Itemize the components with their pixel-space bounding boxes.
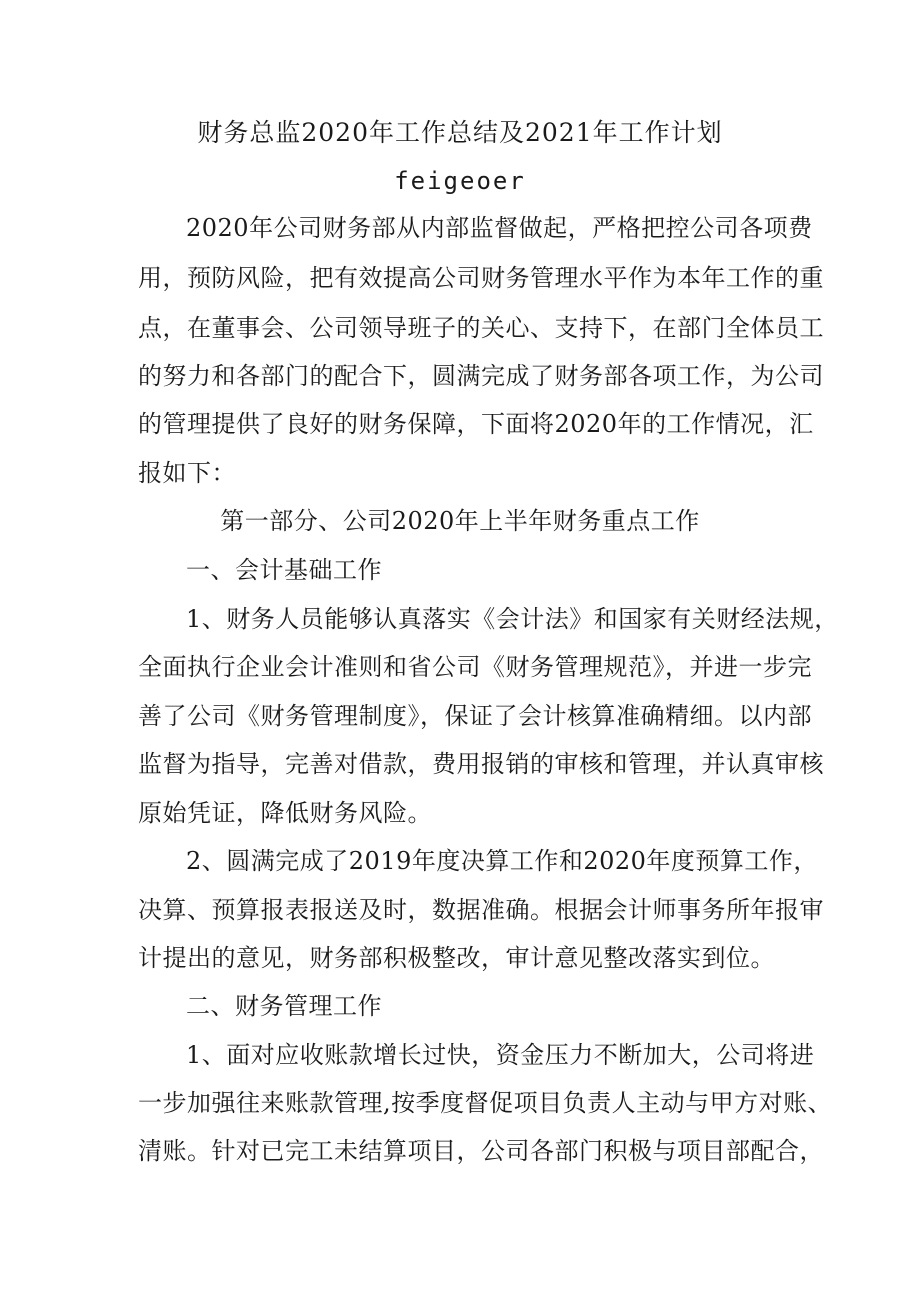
paragraph-line: 1、财务人员能够认真落实《会计法》和国家有关财经法规， (186, 605, 839, 633)
paragraph-line: 报如下： (138, 459, 236, 487)
section-heading: 二、财务管理工作 (186, 992, 382, 1020)
paragraph-line: 全面执行企业会计准则和省公司《财务管理规范》，并进一步完 (138, 653, 812, 681)
part-heading: 第一部分、公司2020年上半年财务重点工作 (220, 507, 700, 535)
document-title: 财务总监2020年工作总结及2021年工作计划 (197, 118, 723, 147)
paragraph-line: 2020年公司财务部从内部监督做起，严格把控公司各项费 (186, 214, 813, 242)
paragraph-line: 善了公司《财务管理制度》，保证了会计核算准确精细。以内部 (138, 702, 812, 730)
document-author: feigeoer (394, 167, 526, 195)
paragraph-line: 的努力和各部门的配合下，圆满完成了财务部各项工作，为公司 (138, 362, 824, 390)
paragraph-line: 清账。针对已完工未结算项目，公司各部门积极与项目部配合， (138, 1137, 824, 1165)
paragraph-line: 1、面对应收账款增长过快，资金压力不断加大，公司将进 (186, 1041, 815, 1069)
paragraph-line: 监督为指导，完善对借款，费用报销的审核和管理，并认真审核 (138, 750, 824, 778)
paragraph-line: 决算、预算报表报送及时，数据准确。根据会计师事务所年报审 (138, 896, 824, 924)
paragraph-line: 的管理提供了良好的财务保障，下面将2020年的工作情况，汇 (138, 410, 814, 438)
section-heading: 一、会计基础工作 (186, 556, 382, 584)
paragraph-line: 点，在董事会、公司领导班子的关心、支持下，在部门全体员工 (138, 314, 824, 342)
paragraph-line: 原始凭证，降低财务风险。 (138, 799, 432, 827)
paragraph-line: 用，预防风险，把有效提高公司财务管理水平作为本年工作的重 (138, 264, 824, 292)
paragraph-line: 计提出的意见，财务部积极整改，审计意见整改落实到位。 (138, 944, 775, 972)
paragraph-line: 一步加强往来账款管理,按季度督促项目负责人主动与甲方对账、 (138, 1089, 833, 1117)
paragraph-line: 2、圆满完成了2019年度决算工作和2020年度预算工作， (186, 847, 818, 875)
